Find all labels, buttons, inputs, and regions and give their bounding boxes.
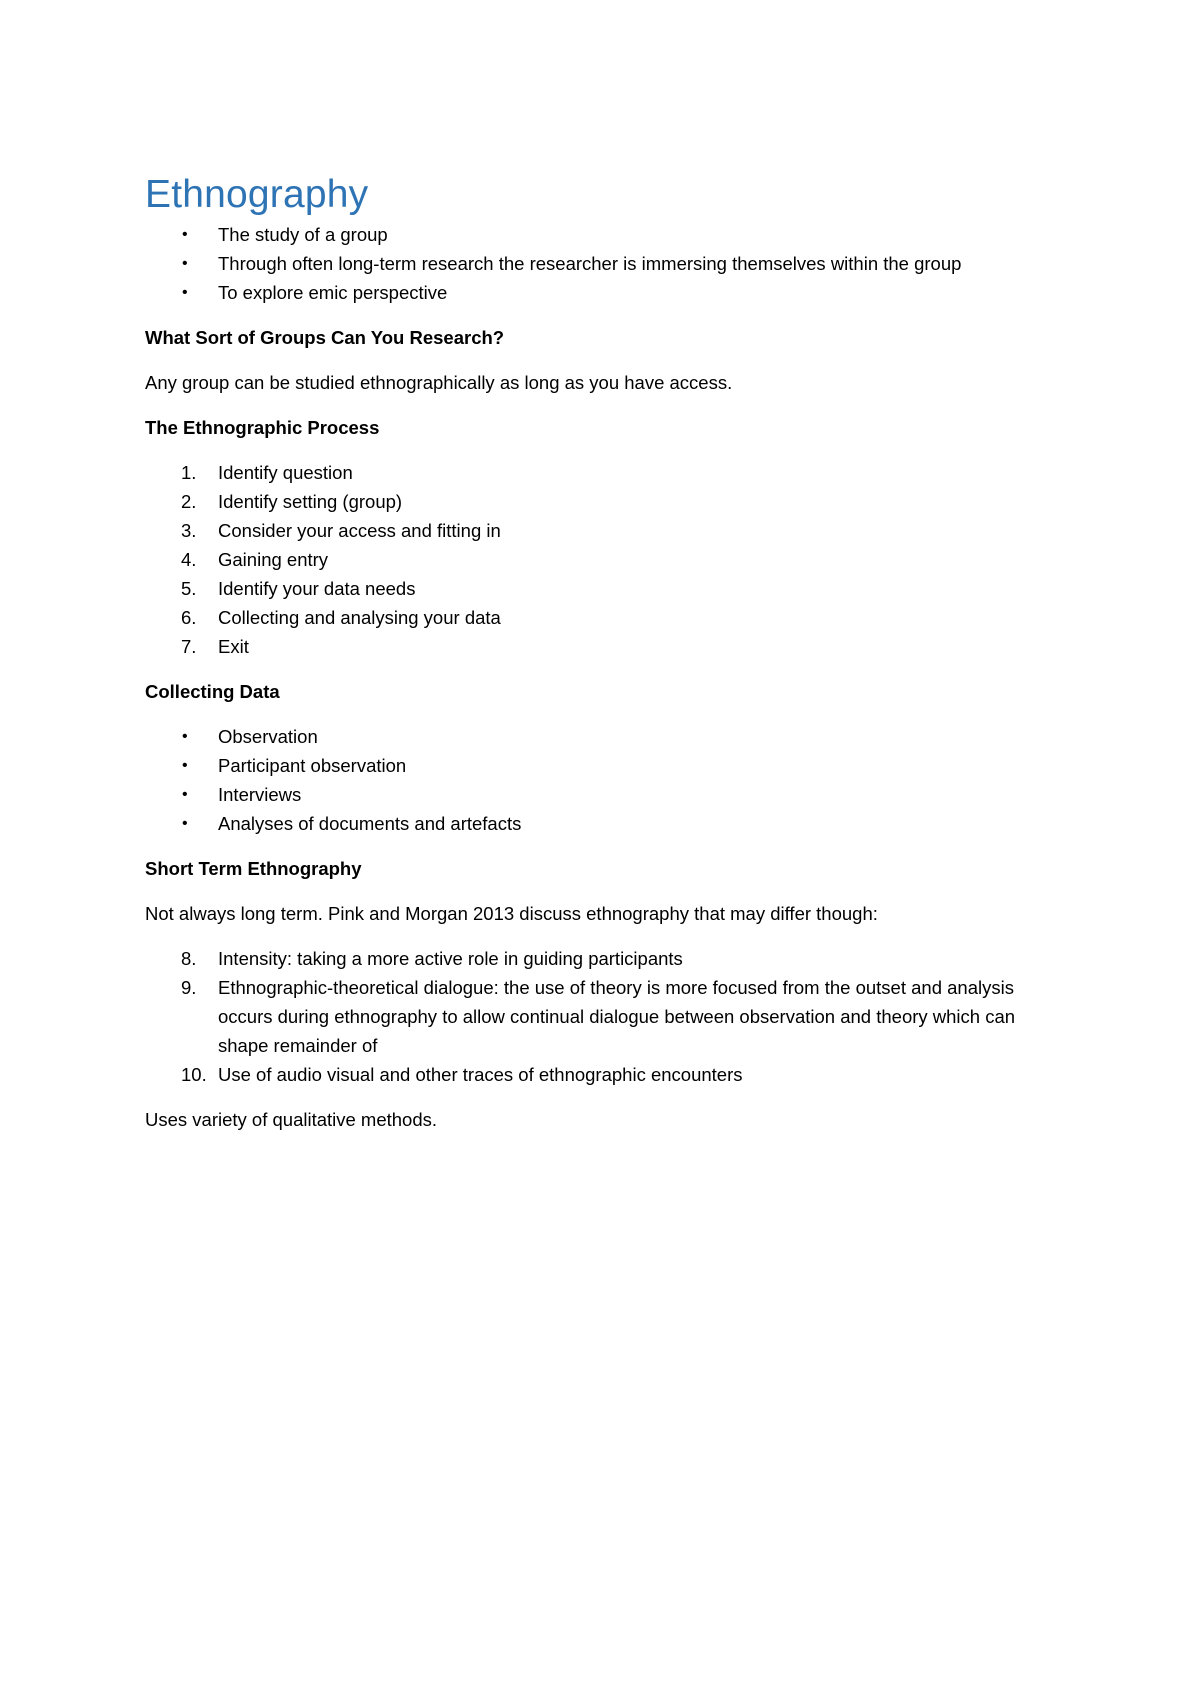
short-term-points-list (145, 944, 1065, 1089)
list-number: 1. (181, 462, 197, 483)
list-item: • Interviews (145, 780, 1065, 809)
collecting-bullet-list (145, 722, 1065, 838)
paragraph-closing: Uses variety of qualitative methods. (145, 1109, 438, 1130)
bullet-icon: • (182, 815, 188, 832)
list-item: • To explore emic perspective (145, 278, 1065, 307)
document-body (145, 172, 1065, 1150)
document-title: Ethnography (145, 173, 369, 216)
list-number: 4. (181, 549, 197, 570)
list-number: 9. (181, 977, 197, 998)
bullet-icon: • (182, 757, 188, 774)
list-number: 3. (181, 520, 197, 541)
list-number: 5. (181, 578, 197, 599)
list-item: 10. Use of audio visual and other traces of ethnographic encounters (145, 1060, 1065, 1089)
list-number: 6. (181, 607, 197, 628)
list-item: 1. Identify question (145, 458, 1065, 487)
list-item: • Through often long-term research the researcher is immersing themselves within the group (145, 249, 1065, 278)
list-number: 10. (181, 1064, 207, 1085)
list-item: 7. Exit (145, 632, 1065, 661)
section-heading-process: The Ethnographic Process (145, 417, 380, 438)
process-steps-list (145, 458, 1065, 661)
section-heading-groups: What Sort of Groups Can You Research? (145, 327, 505, 348)
list-item: • Observation (145, 722, 1065, 751)
bullet-icon: • (182, 728, 188, 745)
list-item: • Participant observation (145, 751, 1065, 780)
list-item: • The study of a group (145, 220, 1065, 249)
list-item: 5. Identify your data needs (145, 574, 1065, 603)
bullet-icon: • (182, 226, 188, 243)
list-number: 8. (181, 948, 197, 969)
bullet-icon: • (182, 786, 188, 803)
list-item: 9. Ethnographic-theoretical dialogue: the use of theory is more focused from the outset and analysis occurs during ethnography to allow continual dialogue between observation and theory which can shape remainder of (145, 973, 1065, 1060)
list-item: 6. Collecting and analysing your data (145, 603, 1065, 632)
paragraph-short-term-intro: Not always long term. Pink and Morgan 2013 discuss ethnography that may differ though: (145, 903, 878, 924)
list-number: 2. (181, 491, 197, 512)
paragraph-groups: Any group can be studied ethnographically as long as you have access. (145, 372, 733, 393)
list-number: 7. (181, 636, 197, 657)
list-item: 2. Identify setting (group) (145, 487, 1065, 516)
list-item: 8. Intensity: taking a more active role in guiding participants (145, 944, 1065, 973)
list-item: • Analyses of documents and artefacts (145, 809, 1065, 838)
list-item: 4. Gaining entry (145, 545, 1065, 574)
section-heading-short-term: Short Term Ethnography (145, 858, 362, 879)
section-heading-collecting: Collecting Data (145, 681, 280, 702)
bullet-icon: • (182, 255, 188, 272)
intro-bullet-list (145, 220, 1065, 307)
bullet-icon: • (182, 284, 188, 301)
list-item: 3. Consider your access and fitting in (145, 516, 1065, 545)
